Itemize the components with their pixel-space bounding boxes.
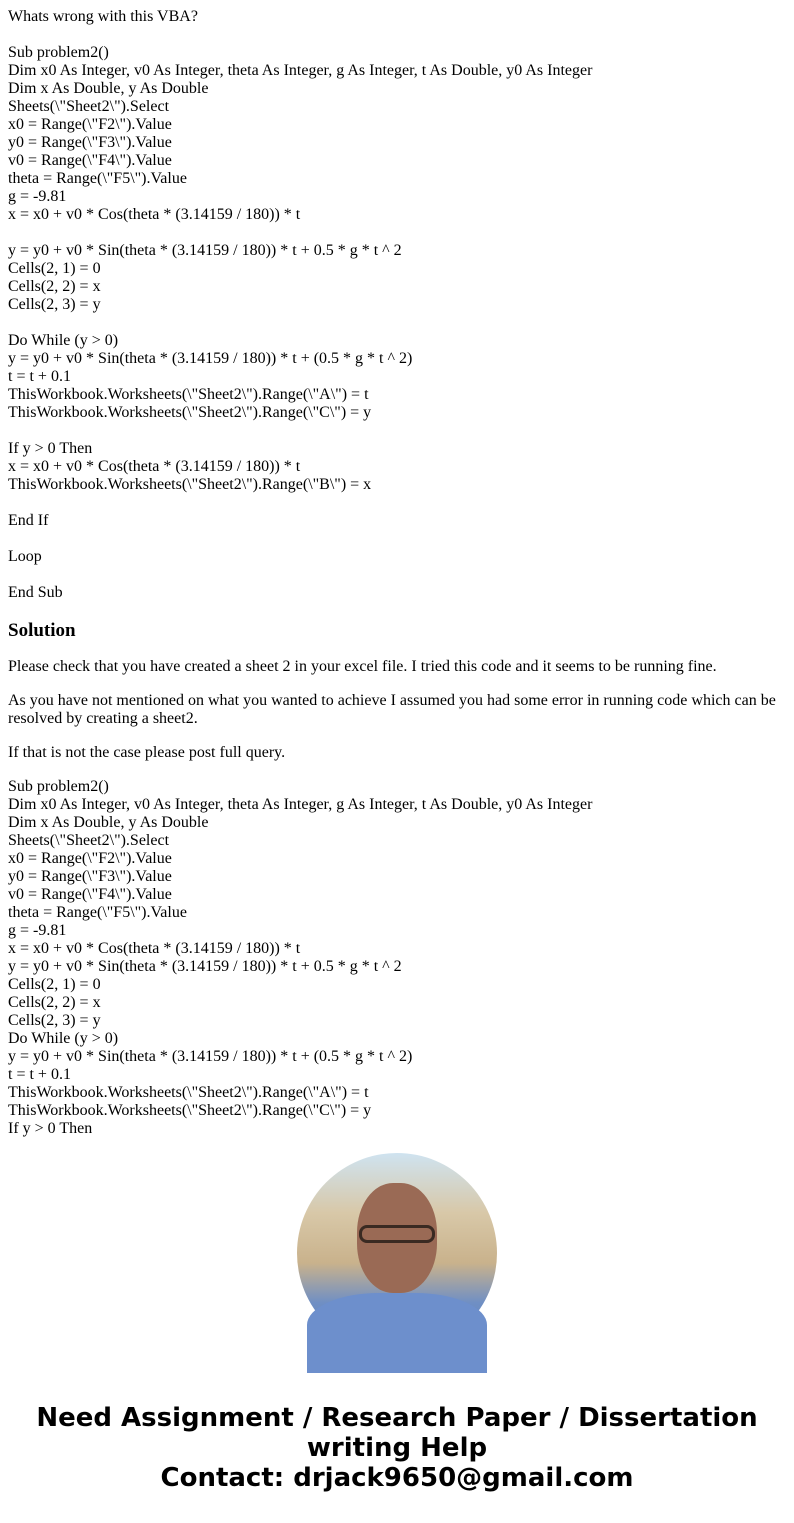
code-line: ThisWorkbook.Worksheets(\"Sheet2\").Range(\"A\") = t [8, 386, 369, 403]
code-line: If y > 0 Then [8, 440, 93, 457]
code-line: Sub problem2() [8, 44, 109, 61]
code-line [8, 314, 786, 332]
code-line [8, 224, 786, 242]
code-line: v0 = Range(\"F4\").Value [8, 152, 172, 169]
code-line: x0 = Range(\"F2\").Value [8, 116, 172, 133]
code-line: Sheets(\"Sheet2\").Select [8, 832, 170, 849]
solution-paragraph: As you have not mentioned on what you wanted to achieve I assumed you had some error in running code which can be resolved by creating a sheet2. [8, 692, 776, 727]
code-line [8, 422, 786, 440]
question-code [8, 44, 786, 602]
code-line: y0 = Range(\"F3\").Value [8, 868, 172, 885]
code-line: ThisWorkbook.Worksheets(\"Sheet2\").Range(\"B\") = x [8, 476, 372, 493]
code-line: Dim x0 As Integer, v0 As Integer, theta As Integer, g As Integer, t As Double, y0 As Integer [8, 62, 593, 79]
code-line: theta = Range(\"F5\").Value [8, 904, 187, 921]
code-line: Cells(2, 1) = 0 [8, 976, 101, 993]
code-line: Dim x0 As Integer, v0 As Integer, theta As Integer, g As Integer, t As Double, y0 As Integer [8, 796, 593, 813]
question [8, 8, 786, 602]
code-line: Cells(2, 3) = y [8, 296, 101, 313]
code-line: v0 = Range(\"F4\").Value [8, 886, 172, 903]
code-line: Dim x As Double, y As Double [8, 80, 209, 97]
author-avatar [297, 1153, 497, 1353]
code-line: x = x0 + v0 * Cos(theta * (3.14159 / 180)) * t [8, 458, 301, 475]
code-line: x0 = Range(\"F2\").Value [8, 850, 172, 867]
code-line: y = y0 + v0 * Sin(theta * (3.14159 / 180)) * t + 0.5 * g * t ^ 2 [8, 958, 402, 975]
contact-email: Contact: drjack9650@gmail.com [160, 1463, 634, 1493]
code-line [8, 530, 786, 548]
code-line: t = t + 0.1 [8, 368, 71, 385]
code-line: Cells(2, 2) = x [8, 278, 101, 295]
code-line: Sheets(\"Sheet2\").Select [8, 98, 170, 115]
code-line: End Sub [8, 584, 63, 601]
code-line: x = x0 + v0 * Cos(theta * (3.14159 / 180)) * t [8, 940, 301, 957]
code-line: ThisWorkbook.Worksheets(\"Sheet2\").Range(\"C\") = y [8, 404, 372, 421]
code-line: ThisWorkbook.Worksheets(\"Sheet2\").Range(\"C\") = y [8, 1102, 372, 1119]
code-line: y0 = Range(\"F3\").Value [8, 134, 172, 151]
code-line: Cells(2, 2) = x [8, 994, 101, 1011]
code-line: Loop [8, 548, 42, 565]
code-line: Cells(2, 1) = 0 [8, 260, 101, 277]
code-line: x = x0 + v0 * Cos(theta * (3.14159 / 180)) * t [8, 206, 301, 223]
code-line: End If [8, 512, 49, 529]
code-line: Dim x As Double, y As Double [8, 814, 209, 831]
code-line: y = y0 + v0 * Sin(theta * (3.14159 / 180)) * t + 0.5 * g * t ^ 2 [8, 242, 402, 259]
solution-code [8, 778, 786, 1137]
question-intro: Whats wrong with this VBA? [8, 8, 198, 25]
code-line [8, 566, 786, 584]
code-line: Cells(2, 3) = y [8, 1012, 101, 1029]
solution-heading: Solution [8, 620, 76, 641]
banner-line: Need Assignment / Research Paper / Dissertation [36, 1403, 758, 1433]
solution-paragraph: Please check that you have created a sheet 2 in your excel file. I tried this code and it seems to be running fine. [8, 658, 717, 675]
code-line: y = y0 + v0 * Sin(theta * (3.14159 / 180)) * t + (0.5 * g * t ^ 2) [8, 350, 413, 367]
code-line: g = -9.81 [8, 188, 67, 205]
code-line: y = y0 + v0 * Sin(theta * (3.14159 / 180)) * t + (0.5 * g * t ^ 2) [8, 1048, 413, 1065]
code-line: If y > 0 Then [8, 1120, 93, 1137]
code-line: g = -9.81 [8, 922, 67, 939]
code-line: Do While (y > 0) [8, 332, 119, 349]
code-line: Do While (y > 0) [8, 1030, 119, 1047]
contact-banner [0, 1403, 794, 1493]
code-line: t = t + 0.1 [8, 1066, 71, 1083]
code-line: Sub problem2() [8, 778, 109, 795]
solution-paragraph: If that is not the case please post full query. [8, 744, 286, 761]
code-line: ThisWorkbook.Worksheets(\"Sheet2\").Range(\"A\") = t [8, 1084, 369, 1101]
code-line [8, 494, 786, 512]
banner-line: writing Help [306, 1433, 488, 1463]
code-line: theta = Range(\"F5\").Value [8, 170, 187, 187]
